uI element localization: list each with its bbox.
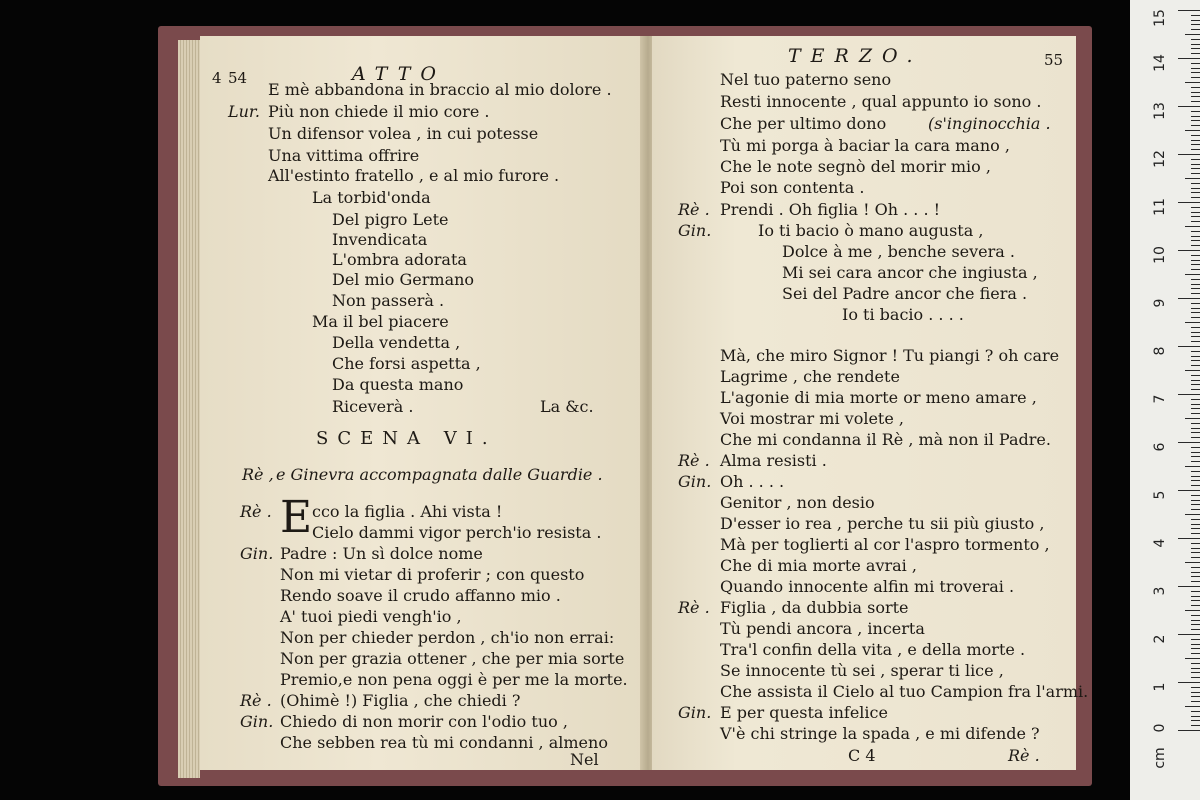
- dialogue-line-11: Chiedo di non morir con l'odio tuo ,: [280, 712, 568, 731]
- ruler-tick: [1191, 240, 1200, 241]
- speaker-label: Rè .: [678, 598, 710, 617]
- speaker-label: Rè .: [678, 451, 710, 470]
- right-line-31: V'è chi stringe la spada , e mi difende ?: [720, 724, 1040, 743]
- ruler-tick: [1185, 274, 1200, 275]
- ruler-tick: [1191, 111, 1200, 112]
- right-stage-direction: (s'inginocchia .: [928, 114, 1051, 133]
- ruler-tick: [1191, 212, 1200, 213]
- ruler-tick: [1185, 370, 1200, 371]
- ruler-tick: [1178, 298, 1200, 299]
- ruler-tick: [1191, 135, 1200, 136]
- right-page-number: 55: [1044, 51, 1064, 69]
- ruler-tick: [1191, 596, 1200, 597]
- dialogue-line-9: Premio,e non pena oggi è per me la morte.: [280, 670, 628, 689]
- ruler-label: 7: [1152, 394, 1168, 404]
- right-line-18: Alma resisti .: [720, 451, 827, 470]
- ruler-tick: [1191, 701, 1200, 702]
- ruler-tick: [1191, 332, 1200, 333]
- ruler-tick: [1185, 466, 1200, 467]
- left-line-2: Più non chiede il mio core .: [268, 102, 490, 121]
- catchword: Nel: [570, 750, 599, 769]
- ruler-tick: [1178, 538, 1200, 539]
- ruler-label: 9: [1152, 298, 1168, 308]
- ruler-tick: [1191, 96, 1200, 97]
- ruler-tick: [1191, 696, 1200, 697]
- ruler-tick: [1191, 192, 1200, 193]
- ruler-tick: [1191, 437, 1200, 438]
- ruler-tick: [1191, 173, 1200, 174]
- stage-direction-speaker: Rè ,: [242, 465, 274, 484]
- ruler-tick: [1191, 125, 1200, 126]
- right-line-15: L'agonie di mia morte or meno amare ,: [720, 388, 1037, 407]
- ruler-tick: [1191, 183, 1200, 184]
- ruler-tick: [1191, 639, 1200, 640]
- left-line-4: Una vittima offrire: [268, 146, 420, 165]
- dialogue-line-10: (Ohimè !) Figlia , che chiedi ?: [280, 691, 521, 710]
- ruler-tick: [1191, 341, 1200, 342]
- ruler-tick: [1191, 327, 1200, 328]
- ruler-tick: [1191, 533, 1200, 534]
- ruler-tick: [1191, 15, 1200, 16]
- ruler-tick: [1191, 692, 1200, 693]
- left-line-11: Non passerà .: [332, 291, 445, 310]
- ruler-tick: [1191, 461, 1200, 462]
- ruler-tick: [1191, 120, 1200, 121]
- right-line-4: Tù mi porga à baciar la cara mano ,: [720, 136, 1010, 155]
- left-line-14: Che forsi aspetta ,: [332, 354, 481, 373]
- ruler-tick: [1178, 154, 1200, 155]
- ruler-tick: [1191, 260, 1200, 261]
- right-running-head: TERZO.: [788, 45, 923, 67]
- ruler-tick: [1191, 389, 1200, 390]
- signature-mark: C 4: [848, 746, 876, 765]
- ruler-tick: [1178, 250, 1200, 251]
- stage-direction: e Ginevra accompagnata dalle Guardie .: [276, 465, 603, 484]
- ruler-label: 12: [1152, 150, 1168, 168]
- margin-mark: 4: [212, 69, 222, 87]
- ruler-tick: [1191, 164, 1200, 165]
- ruler-tick: [1178, 682, 1200, 683]
- ruler-tick: [1191, 92, 1200, 93]
- ruler-tick: [1191, 264, 1200, 265]
- ruler-label: 14: [1152, 54, 1168, 72]
- ruler-label: 11: [1152, 198, 1168, 216]
- ruler-tick: [1185, 322, 1200, 323]
- ruler-tick: [1191, 428, 1200, 429]
- ruler-label: 10: [1152, 246, 1168, 264]
- right-line-5: Che le note segnò del morir mio ,: [720, 157, 991, 176]
- ruler-tick: [1191, 552, 1200, 553]
- right-line-12: Io ti bacio . . . .: [842, 305, 964, 324]
- ruler-tick: [1191, 68, 1200, 69]
- ruler-tick: [1185, 658, 1200, 659]
- left-line-10: Del mio Germano: [332, 270, 475, 289]
- ruler-tick: [1191, 500, 1200, 501]
- ruler-tick: [1191, 495, 1200, 496]
- right-line-17: Che mi condanna il Rè , mà non il Padre.: [720, 430, 1051, 449]
- left-page-number: 54: [228, 69, 248, 87]
- ruler-tick: [1185, 34, 1200, 35]
- speaker-label: Rè .: [678, 200, 710, 219]
- ruler-tick: [1178, 394, 1200, 395]
- ruler-tick: [1191, 53, 1200, 54]
- left-line-8: Invendicata: [332, 230, 428, 249]
- ruler-tick: [1185, 562, 1200, 563]
- ruler-tick: [1178, 58, 1200, 59]
- right-line-9: Dolce à me , benche severa .: [782, 242, 1015, 261]
- right-line-27: Tra'l confin della vita , e della morte .: [720, 640, 1026, 659]
- right-line-23: Che di mia morte avrai ,: [720, 556, 917, 575]
- dialogue-line-8: Non per grazia ottener , che per mia sorte: [280, 649, 625, 668]
- ruler-tick: [1191, 303, 1200, 304]
- ruler-tick: [1178, 106, 1200, 107]
- ruler-tick: [1191, 543, 1200, 544]
- ruler-tick: [1191, 116, 1200, 117]
- ruler-tick: [1191, 72, 1200, 73]
- ruler-tick: [1191, 29, 1200, 30]
- ruler-tick: [1191, 63, 1200, 64]
- right-line-21: D'esser io rea , perche tu sii più giusto ,: [720, 514, 1045, 533]
- dialogue-line-5: Rendo soave il crudo affanno mio .: [280, 586, 561, 605]
- ruler-tick: [1191, 308, 1200, 309]
- ruler-label: 6: [1152, 442, 1168, 452]
- right-line-11: Sei del Padre ancor che fiera .: [782, 284, 1028, 303]
- drop-cap: E: [280, 492, 313, 543]
- ruler-tick: [1191, 312, 1200, 313]
- ruler-tick: [1191, 288, 1200, 289]
- speaker-label: Gin.: [678, 472, 712, 491]
- right-line-25: Figlia , da dubbia sorte: [720, 598, 909, 617]
- ruler-label: 8: [1152, 346, 1168, 356]
- ruler-tick: [1191, 351, 1200, 352]
- ruler-tick: [1178, 10, 1200, 11]
- left-line-6: La torbid'onda: [312, 188, 431, 207]
- ruler-tick: [1178, 202, 1200, 203]
- ruler-tick: [1185, 706, 1200, 707]
- ruler-tick: [1191, 524, 1200, 525]
- ruler-tick: [1191, 456, 1200, 457]
- ruler-tick: [1191, 648, 1200, 649]
- dialogue-line-7: Non per chieder perdon , ch'io non errai:: [280, 628, 615, 647]
- ruler-tick: [1191, 504, 1200, 505]
- ruler-tick: [1191, 188, 1200, 189]
- ruler-tick: [1191, 672, 1200, 673]
- ruler-tick: [1191, 77, 1200, 78]
- ruler-tick: [1191, 48, 1200, 49]
- ruler-tick: [1191, 44, 1200, 45]
- ruler-tick: [1191, 480, 1200, 481]
- ruler-tick: [1191, 144, 1200, 145]
- ruler-tick: [1191, 216, 1200, 217]
- dialogue-line-4: Non mi vietar di proferir ; con questo: [280, 565, 585, 584]
- ruler-tick: [1191, 624, 1200, 625]
- right-page: [652, 36, 1089, 770]
- ruler-tick: [1178, 730, 1200, 731]
- ruler-tick: [1191, 317, 1200, 318]
- right-line-19: Oh . . . .: [720, 472, 785, 491]
- ruler-label: 1: [1152, 682, 1168, 692]
- speaker-label: Lur.: [228, 102, 260, 121]
- ruler-tick: [1191, 711, 1200, 712]
- ruler-tick: [1191, 384, 1200, 385]
- ruler-tick: [1191, 87, 1200, 88]
- ruler-tick: [1191, 279, 1200, 280]
- dialogue-line-3: Padre : Un sì dolce nome: [280, 544, 483, 563]
- ruler-tick: [1191, 591, 1200, 592]
- ruler-tick: [1191, 567, 1200, 568]
- ruler-tick: [1191, 336, 1200, 337]
- ruler-tick: [1191, 140, 1200, 141]
- left-line-9: L'ombra adorata: [332, 250, 467, 269]
- ruler-tick: [1191, 663, 1200, 664]
- ruler-label: 15: [1152, 9, 1168, 27]
- scene-title: SCENA VI.: [316, 428, 497, 449]
- ruler-tick: [1178, 346, 1200, 347]
- ruler-tick: [1191, 269, 1200, 270]
- dialogue-line-6: A' tuoi piedi vengh'io ,: [280, 607, 462, 626]
- ruler-tick: [1191, 236, 1200, 237]
- speaker-label: Gin.: [678, 703, 712, 722]
- ruler-tick: [1185, 130, 1200, 131]
- ruler-unit: cm: [1152, 747, 1168, 769]
- speaker-label: Rè .: [240, 502, 272, 521]
- ruler-tick: [1191, 629, 1200, 630]
- ruler-tick: [1191, 432, 1200, 433]
- ruler-tick: [1191, 620, 1200, 621]
- ruler-tick: [1185, 514, 1200, 515]
- ruler-tick: [1191, 720, 1200, 721]
- ruler-tick: [1191, 101, 1200, 102]
- ruler-tick: [1191, 356, 1200, 357]
- ruler-tick: [1191, 399, 1200, 400]
- right-line-1: Nel tuo paterno seno: [720, 70, 892, 89]
- ruler-tick: [1191, 476, 1200, 477]
- da-capo: La &c.: [540, 397, 594, 416]
- ruler-tick: [1191, 519, 1200, 520]
- ruler-tick: [1191, 725, 1200, 726]
- ruler-tick: [1185, 82, 1200, 83]
- ruler-tick: [1191, 255, 1200, 256]
- ruler-tick: [1191, 528, 1200, 529]
- ruler-tick: [1178, 634, 1200, 635]
- left-line-13: Della vendetta ,: [332, 333, 461, 352]
- page-block-edge: [178, 40, 200, 778]
- dialogue-line-12: Che sebben rea tù mi condanni , almeno: [280, 733, 608, 752]
- speaker-label: Gin.: [240, 712, 274, 731]
- left-line-12: Ma il bel piacere: [312, 312, 449, 331]
- speaker-label: Rè .: [240, 691, 272, 710]
- ruler-label: 0: [1152, 723, 1168, 733]
- ruler-tick: [1178, 586, 1200, 587]
- ruler-tick: [1191, 644, 1200, 645]
- ruler-label: 5: [1152, 490, 1168, 500]
- ruler-tick: [1191, 716, 1200, 717]
- right-line-16: Voi mostrar mi volete ,: [720, 409, 904, 428]
- ruler-tick: [1191, 408, 1200, 409]
- dialogue-line-1: cco la figlia . Ahi vista !: [312, 502, 503, 521]
- ruler-tick: [1191, 653, 1200, 654]
- left-line-1: E mè abbandona in braccio al mio dolore .: [268, 80, 612, 99]
- ruler-tick: [1191, 149, 1200, 150]
- ruler-tick: [1191, 380, 1200, 381]
- right-line-28: Se innocente tù sei , sperar ti lice ,: [720, 661, 1004, 680]
- ruler-tick: [1191, 231, 1200, 232]
- ruler-tick: [1191, 471, 1200, 472]
- ruler-tick: [1191, 615, 1200, 616]
- right-line-20: Genitor , non desio: [720, 493, 875, 512]
- ruler-tick: [1191, 668, 1200, 669]
- ruler-tick: [1191, 20, 1200, 21]
- ruler-label: 4: [1152, 538, 1168, 548]
- ruler-tick: [1191, 581, 1200, 582]
- right-line-7: Prendi . Oh figlia ! Oh . . . !: [720, 200, 941, 219]
- right-line-26: Tù pendi ancora , incerta: [720, 619, 925, 638]
- ruler-tick: [1191, 375, 1200, 376]
- right-line-24: Quando innocente alfin mi troverai .: [720, 577, 1015, 596]
- ruler-tick: [1191, 452, 1200, 453]
- ruler-tick: [1191, 197, 1200, 198]
- speaker-label: Gin.: [678, 221, 712, 240]
- ruler-tick: [1191, 365, 1200, 366]
- right-line-13: Mà, che miro Signor ! Tu piangi ? oh care: [720, 346, 1060, 365]
- ruler-tick: [1191, 423, 1200, 424]
- ruler-tick: [1185, 226, 1200, 227]
- right-line-3: Che per ultimo dono: [720, 114, 887, 133]
- ruler-tick: [1191, 24, 1200, 25]
- ruler-tick: [1191, 360, 1200, 361]
- right-line-22: Mà per toglierti al cor l'aspro tormento ,: [720, 535, 1050, 554]
- right-line-29: Che assista il Cielo al tuo Campion fra l'armi.: [720, 682, 1089, 701]
- ruler-tick: [1178, 442, 1200, 443]
- right-line-6: Poi son contenta .: [720, 178, 865, 197]
- ruler-tick: [1185, 610, 1200, 611]
- ruler-tick: [1191, 576, 1200, 577]
- ruler-tick: [1191, 600, 1200, 601]
- dialogue-line-2: Cielo dammi vigor perch'io resista .: [312, 523, 602, 542]
- left-line-7: Del pigro Lete: [332, 210, 449, 229]
- ruler-label: 13: [1152, 102, 1168, 120]
- ruler-tick: [1191, 557, 1200, 558]
- measurement-ruler: [1130, 0, 1200, 800]
- left-line-5: All'estinto fratello , e al mio furore .: [268, 166, 560, 185]
- right-line-2: Resti innocente , qual appunto io sono .: [720, 92, 1042, 111]
- ruler-tick: [1191, 207, 1200, 208]
- ruler-tick: [1191, 284, 1200, 285]
- ruler-tick: [1191, 404, 1200, 405]
- ruler-tick: [1191, 548, 1200, 549]
- left-line-16: Riceverà .: [332, 397, 414, 416]
- catchword: Rè .: [1008, 746, 1040, 765]
- ruler-tick: [1191, 221, 1200, 222]
- ruler-tick: [1191, 447, 1200, 448]
- ruler-tick: [1191, 572, 1200, 573]
- ruler-tick: [1191, 509, 1200, 510]
- ruler-tick: [1191, 39, 1200, 40]
- ruler-tick: [1191, 159, 1200, 160]
- ruler-label: 2: [1152, 634, 1168, 644]
- left-running-head: ATTO: [352, 63, 446, 85]
- left-line-3: Un difensor volea , in cui potesse: [268, 124, 539, 143]
- ruler-tick: [1185, 178, 1200, 179]
- ruler-tick: [1191, 485, 1200, 486]
- right-line-30: E per questa infelice: [720, 703, 888, 722]
- ruler-tick: [1191, 605, 1200, 606]
- ruler-tick: [1178, 490, 1200, 491]
- ruler-tick: [1191, 293, 1200, 294]
- ruler-tick: [1191, 413, 1200, 414]
- ruler-tick: [1191, 677, 1200, 678]
- left-page: [200, 36, 644, 770]
- right-line-8: Io ti bacio ò mano augusta ,: [758, 221, 984, 240]
- ruler-tick: [1191, 245, 1200, 246]
- right-line-14: Lagrime , che rendete: [720, 367, 900, 386]
- left-line-15: Da questa mano: [332, 375, 464, 394]
- ruler-tick: [1185, 418, 1200, 419]
- ruler-tick: [1191, 687, 1200, 688]
- speaker-label: Gin.: [240, 544, 274, 563]
- right-line-10: Mi sei cara ancor che ingiusta ,: [782, 263, 1038, 282]
- ruler-label: 3: [1152, 586, 1168, 596]
- ruler-tick: [1191, 168, 1200, 169]
